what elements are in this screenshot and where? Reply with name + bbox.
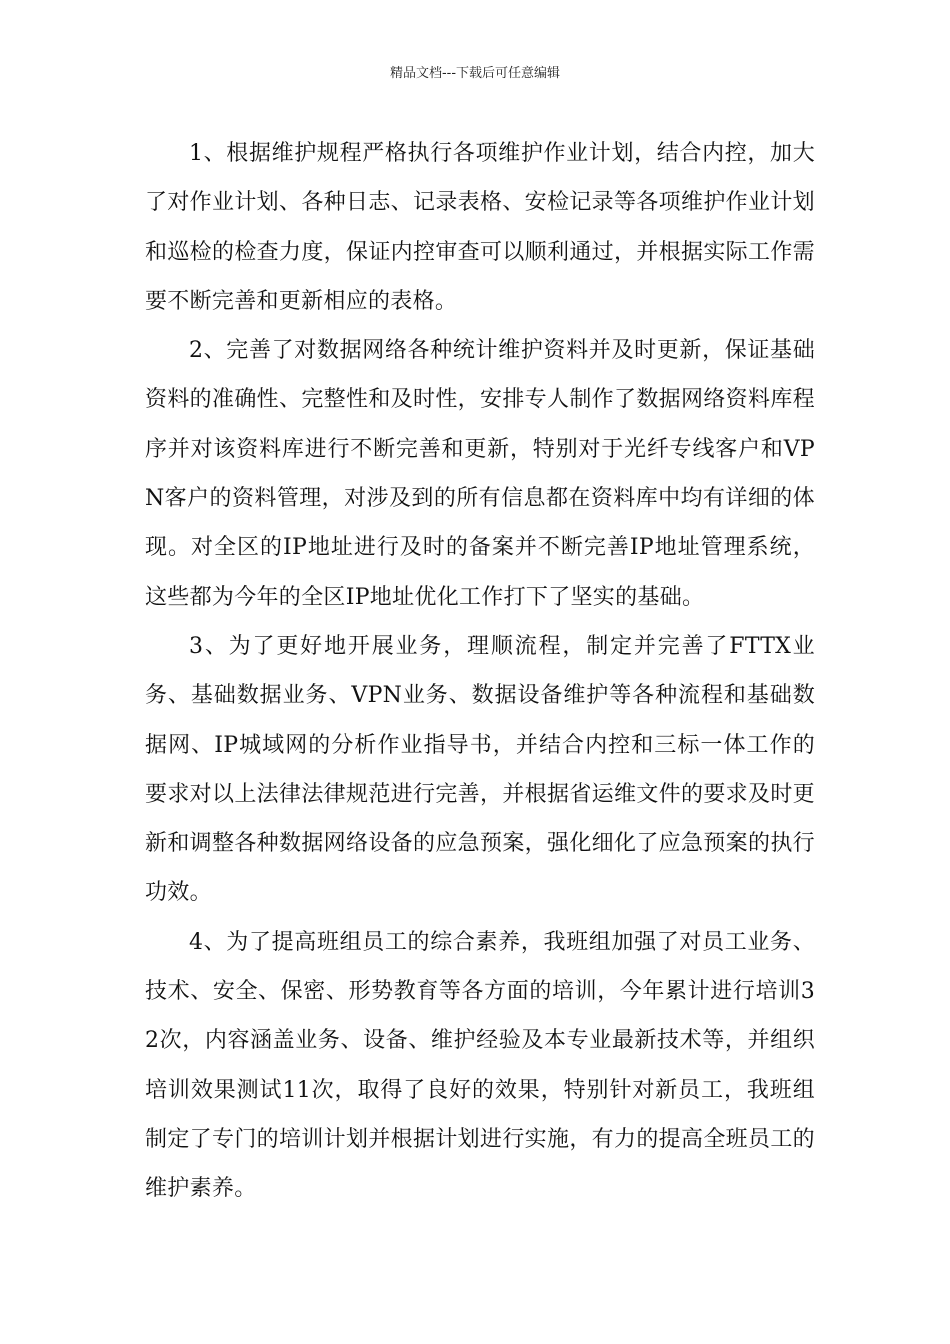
- paragraph-3: 3、为了更好地开展业务，理顺流程，制定并完善了FTTX业务、基础数据业务、VPN业务、数据设备维护等各种流程和基础数据网、IP城域网的分析作业指导书，并结合内控和三标一体工作的要求对以上法律法律规范进行完善，并根据省运维文件的要求及时更新和调整各种数据网络设备的应急预案，强化细化了应急预案的执行功效。: [145, 633, 815, 906]
- paragraph-2: 2、完善了对数据网络各种统计维护资料并及时更新，保证基础资料的准确性、完整性和及时性，安排专人制作了数据网络资料库程序并对该资料库进行不断完善和更新，特别对于光纤专线客户和VPN客户的资料管理，对涉及到的所有信息都在资料库中均有详细的体现。对全区的IP地址进行及时的备案并不断完善IP地址管理系统，这些都为今年的全区IP地址优化工作打下了坚实的基础。: [145, 338, 815, 610]
- page-header: 精品文档---下载后可任意编辑: [389, 66, 561, 81]
- paragraph-4: 4、为了提高班组员工的综合素养，我班组加强了对员工业务、技术、安全、保密、形势教育等各方面的培训，今年累计进行培训32次，内容涵盖业务、设备、维护经验及本专业最新技术等，并组织培训效果测试11次，取得了良好的效果，特别针对新员工，我班组制定了专门的培训计划并根据计划进行实施，有力的提高全班员工的维护素养。: [145, 929, 815, 1202]
- document-body: [145, 129, 815, 1214]
- paragraph-1: 1、根据维护规程严格执行各项维护作业计划，结合内控，加大了对作业计划、各种日志、记录表格、安检记录等各项维护作业计划和巡检的检查力度，保证内控审查可以顺利通过，并根据实际工作需要不断完善和更新相应的表格。: [145, 141, 815, 314]
